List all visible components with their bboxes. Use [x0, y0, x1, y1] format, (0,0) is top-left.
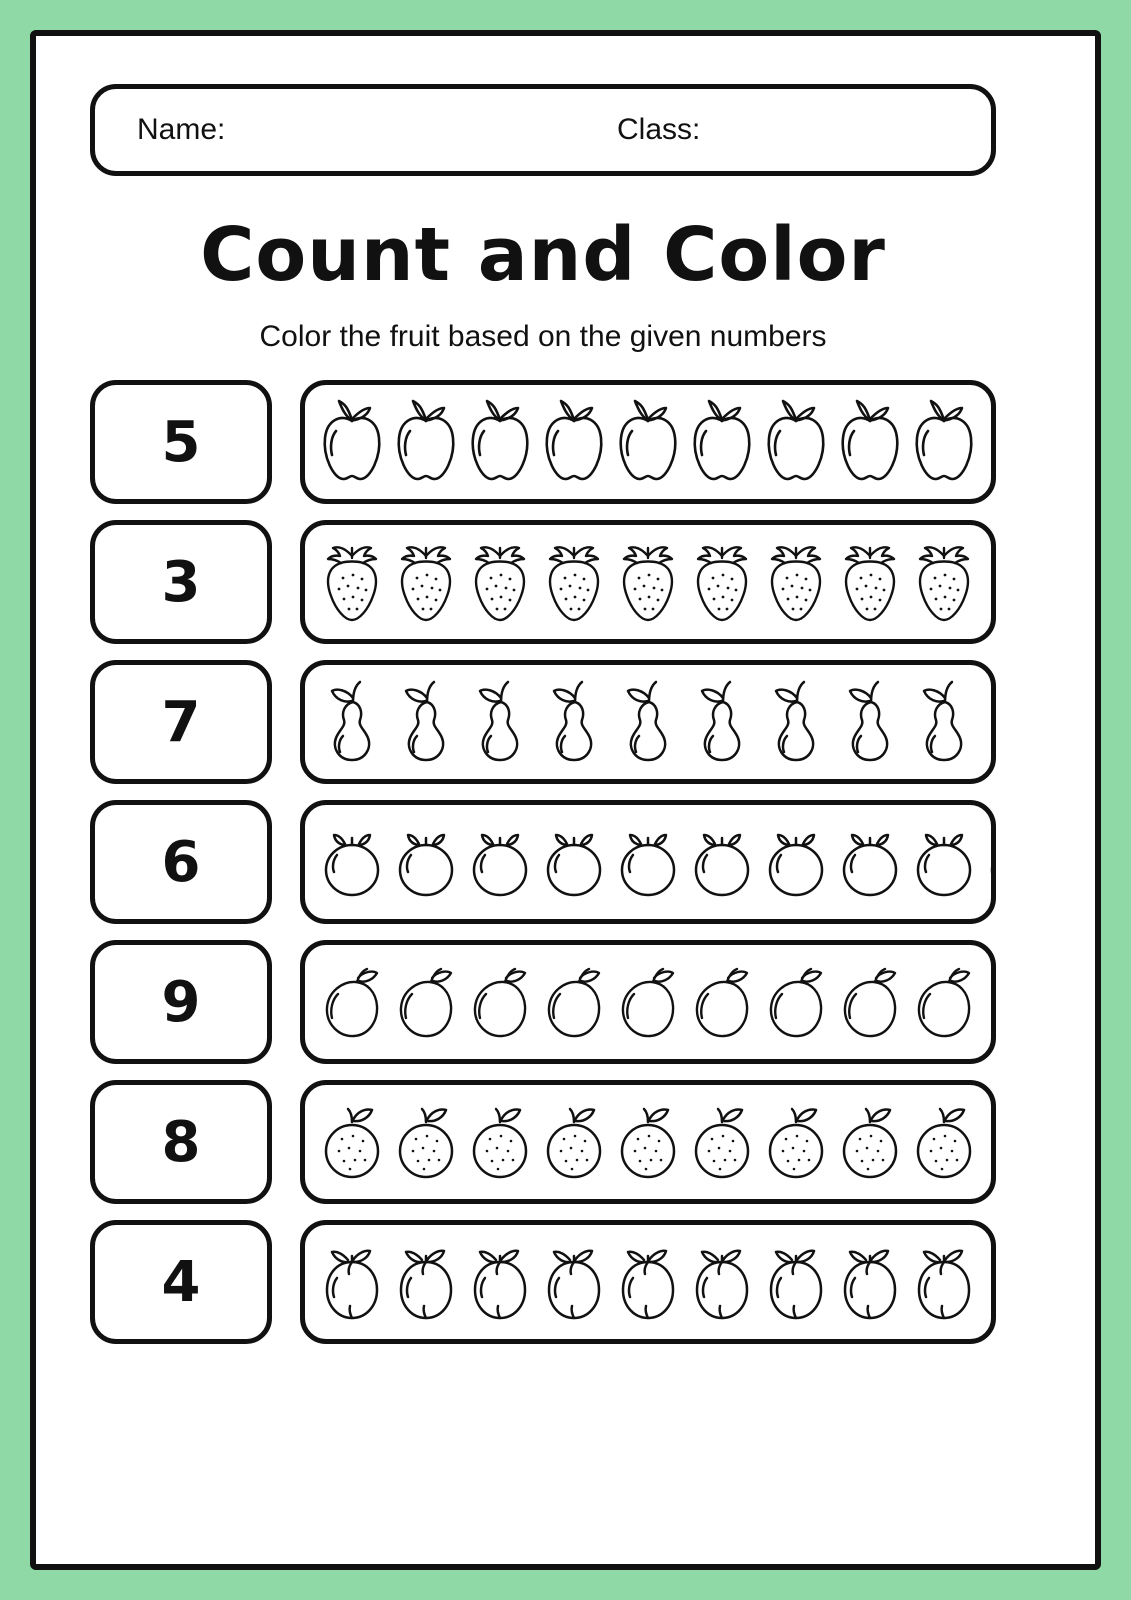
lemon-icon[interactable] [759, 1234, 833, 1330]
apple-icon[interactable] [537, 394, 611, 490]
orange-icon[interactable] [315, 1094, 389, 1190]
fruit-strip-orange[interactable] [300, 1080, 996, 1204]
mango-icon[interactable] [611, 954, 685, 1050]
apple-icon[interactable] [833, 394, 907, 490]
worksheet-page [30, 30, 1101, 1570]
name-label: Name: [137, 113, 226, 146]
exercise-row [90, 380, 996, 504]
mango-icon[interactable] [537, 954, 611, 1050]
apple-icon[interactable] [759, 394, 833, 490]
apple-icon[interactable] [611, 394, 685, 490]
orange-icon[interactable] [537, 1094, 611, 1190]
strawberry-icon[interactable] [907, 534, 981, 630]
number-box: 5 [90, 380, 272, 504]
fruit-strip-apple[interactable] [300, 380, 996, 504]
class-label: Class: [617, 113, 701, 146]
plum-icon[interactable] [685, 814, 759, 910]
orange-icon[interactable] [907, 1094, 981, 1190]
number-box: 3 [90, 520, 272, 644]
apple-icon[interactable] [907, 394, 981, 490]
lemon-icon[interactable] [315, 1234, 389, 1330]
plum-icon[interactable] [907, 814, 981, 910]
strawberry-icon[interactable] [389, 534, 463, 630]
plum-icon[interactable] [537, 814, 611, 910]
orange-icon[interactable] [463, 1094, 537, 1190]
fruit-strip-mango[interactable] [300, 940, 996, 1064]
pear-icon[interactable] [315, 674, 389, 770]
page-subtitle: Color the fruit based on the given numbers [259, 320, 827, 353]
plum-icon[interactable] [389, 814, 463, 910]
pear-icon[interactable] [759, 674, 833, 770]
pear-icon[interactable] [463, 674, 537, 770]
plum-icon[interactable] [759, 814, 833, 910]
lemon-icon[interactable] [537, 1234, 611, 1330]
apple-icon[interactable] [315, 394, 389, 490]
orange-icon[interactable] [833, 1094, 907, 1190]
orange-icon[interactable] [685, 1094, 759, 1190]
plum-icon[interactable] [315, 814, 389, 910]
mango-icon[interactable] [315, 954, 389, 1050]
mango-icon[interactable] [833, 954, 907, 1050]
number-box: 4 [90, 1220, 272, 1344]
exercise-row [90, 940, 996, 1064]
lemon-icon[interactable] [611, 1234, 685, 1330]
name-field[interactable] [137, 113, 617, 147]
mango-icon[interactable] [463, 954, 537, 1050]
apple-icon[interactable] [685, 394, 759, 490]
pear-icon[interactable] [685, 674, 759, 770]
number-box: 6 [90, 800, 272, 924]
fruit-strip-strawberry[interactable] [300, 520, 996, 644]
mango-icon[interactable] [907, 954, 981, 1050]
mango-icon[interactable] [685, 954, 759, 1050]
pear-icon[interactable] [537, 674, 611, 770]
exercise-rows [90, 380, 996, 1344]
strawberry-icon[interactable] [611, 534, 685, 630]
orange-icon[interactable] [759, 1094, 833, 1190]
fruit-strip-pear[interactable] [300, 660, 996, 784]
class-field[interactable] [617, 113, 700, 147]
exercise-row [90, 660, 996, 784]
fruit-strip-lemon[interactable] [300, 1220, 996, 1344]
lemon-icon[interactable] [463, 1234, 537, 1330]
strawberry-icon[interactable] [463, 534, 537, 630]
apple-icon[interactable] [463, 394, 537, 490]
mango-icon[interactable] [759, 954, 833, 1050]
lemon-icon[interactable] [833, 1234, 907, 1330]
mango-icon[interactable] [981, 954, 996, 1050]
plum-icon[interactable] [611, 814, 685, 910]
lemon-icon[interactable] [685, 1234, 759, 1330]
pear-icon[interactable] [389, 674, 463, 770]
strawberry-icon[interactable] [537, 534, 611, 630]
pear-icon[interactable] [611, 674, 685, 770]
lemon-icon[interactable] [389, 1234, 463, 1330]
pear-icon[interactable] [833, 674, 907, 770]
strawberry-icon[interactable] [315, 534, 389, 630]
strawberry-icon[interactable] [685, 534, 759, 630]
pear-icon[interactable] [907, 674, 981, 770]
number-box: 9 [90, 940, 272, 1064]
orange-icon[interactable] [611, 1094, 685, 1190]
student-info-box [90, 84, 996, 176]
number-box: 7 [90, 660, 272, 784]
apple-icon[interactable] [389, 394, 463, 490]
exercise-row [90, 520, 996, 644]
page-title: Count and Color [200, 212, 886, 298]
strawberry-icon[interactable] [759, 534, 833, 630]
exercise-row [90, 1220, 996, 1344]
number-box: 8 [90, 1080, 272, 1204]
strawberry-icon[interactable] [833, 534, 907, 630]
plum-icon[interactable] [463, 814, 537, 910]
fruit-strip-plum[interactable] [300, 800, 996, 924]
plum-icon[interactable] [833, 814, 907, 910]
worksheet-content [90, 84, 996, 1360]
mango-icon[interactable] [389, 954, 463, 1050]
orange-icon[interactable] [389, 1094, 463, 1190]
exercise-row [90, 1080, 996, 1204]
exercise-row [90, 800, 996, 924]
plum-icon[interactable] [981, 814, 996, 910]
lemon-icon[interactable] [907, 1234, 981, 1330]
